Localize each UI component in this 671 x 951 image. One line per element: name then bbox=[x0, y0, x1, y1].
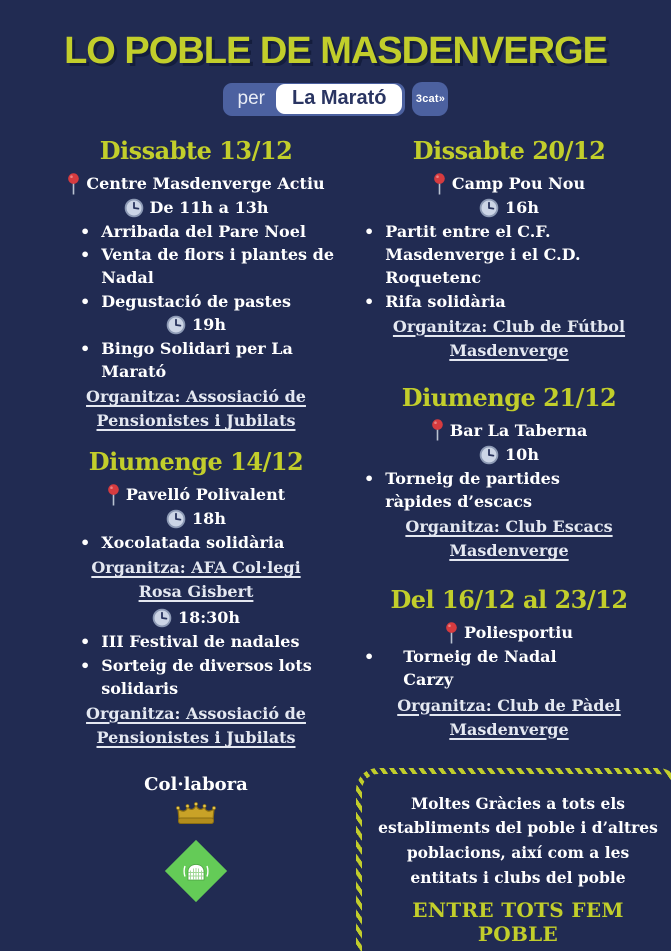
event-item-text: Rifa solidària bbox=[385, 291, 506, 311]
map-pin-icon bbox=[433, 173, 446, 196]
event-item-text: Degustació de pastes bbox=[101, 291, 292, 311]
location-text: Bar La Taberna bbox=[449, 420, 588, 440]
event-time bbox=[356, 196, 662, 220]
bullet-dot: • bbox=[80, 533, 91, 553]
event-item bbox=[58, 243, 334, 289]
section-title: Dissabte 20/12 bbox=[412, 136, 606, 165]
section-title: Diumenge 21/12 bbox=[401, 382, 617, 412]
organizer-row bbox=[58, 556, 334, 604]
bullet-dot: • bbox=[80, 632, 91, 652]
right-column bbox=[356, 136, 662, 951]
location-text: Pavelló Polivalent bbox=[125, 485, 286, 505]
page-title: LO POBLE DE MASDENVERGE bbox=[64, 30, 607, 72]
clock-icon bbox=[166, 315, 186, 335]
organizer-link: Organitza: Club de Fútbol Masdenverge bbox=[392, 316, 626, 360]
clock-icon bbox=[479, 198, 499, 218]
event-item-text: Arribada del Pare Noel bbox=[101, 222, 306, 241]
event-time bbox=[58, 507, 334, 531]
crown-icon bbox=[174, 799, 218, 825]
event-item-text: Xocolatada solidària bbox=[101, 533, 285, 553]
map-pin-icon bbox=[431, 419, 444, 442]
event-time bbox=[58, 606, 334, 630]
event-item bbox=[356, 220, 662, 290]
organizer-row bbox=[58, 702, 334, 750]
organizer-link: Organitza: Assosiació de Pensionistes i Jubilats bbox=[86, 387, 306, 431]
event-location bbox=[356, 172, 662, 196]
farmhouse-icon bbox=[181, 860, 211, 882]
time-text: De 11h a 13h bbox=[149, 198, 269, 217]
left-column bbox=[58, 136, 334, 951]
bullet-dot: • bbox=[80, 291, 91, 311]
event-item-text: Venta de flors i plantes de Nadal bbox=[101, 245, 334, 288]
time-text: 19h bbox=[192, 314, 226, 334]
organizer-row bbox=[356, 315, 662, 363]
time-text: 18:30h bbox=[177, 608, 241, 628]
location-text: Poliesportiu bbox=[463, 623, 573, 643]
per-label: per bbox=[237, 88, 265, 109]
bullet-dot: • bbox=[364, 222, 375, 241]
thanks-slogan: ENTRE TOTS FEM POBLE bbox=[412, 897, 624, 946]
event-item bbox=[58, 337, 334, 383]
collabora-block bbox=[58, 774, 334, 903]
map-pin-icon bbox=[445, 622, 458, 645]
event-item bbox=[58, 630, 334, 653]
clock-icon bbox=[479, 445, 499, 465]
per-la-marato-badge bbox=[223, 83, 406, 116]
event-item bbox=[356, 645, 662, 691]
event-location bbox=[356, 621, 662, 645]
bullet-dot: • bbox=[80, 245, 91, 265]
clock-icon bbox=[166, 509, 186, 529]
bullet-dot: • bbox=[80, 655, 91, 675]
event-columns bbox=[0, 116, 671, 951]
thanks-box bbox=[356, 768, 671, 951]
la-marato-badge bbox=[0, 82, 671, 116]
section-title: Diumenge 14/12 bbox=[88, 447, 304, 477]
event-time bbox=[356, 443, 662, 467]
masdenverge-emblem bbox=[164, 839, 228, 903]
event-item bbox=[58, 654, 334, 700]
event-item-text: III Festival de nadales bbox=[101, 632, 300, 652]
event-section bbox=[58, 136, 334, 433]
thanks-message: Moltes Gràcies a tots els establiments del poble i d’altres poblacions, així com a les entitats i clubs del poble bbox=[378, 793, 658, 887]
event-location bbox=[58, 172, 334, 196]
organizer-row bbox=[58, 385, 334, 433]
bullet-dot: • bbox=[80, 338, 91, 358]
la-marato-label: La Marató bbox=[276, 84, 402, 114]
event-item bbox=[356, 290, 662, 313]
tv3cat-logo: 3cat» bbox=[412, 82, 448, 116]
section-title: Del 16/12 al 23/12 bbox=[390, 585, 628, 615]
event-item bbox=[356, 467, 662, 513]
location-text: Camp Pou Nou bbox=[451, 174, 586, 193]
map-pin-icon bbox=[107, 484, 120, 507]
event-location bbox=[356, 419, 662, 443]
event-item-text: Torneig de Nadal Carzy bbox=[403, 647, 557, 690]
event-item-text: Torneig de partides ràpides d’escacs bbox=[385, 468, 560, 511]
event-item bbox=[58, 220, 334, 243]
event-time bbox=[58, 313, 334, 337]
event-section bbox=[356, 585, 662, 741]
event-item-text: Partit entre el C.F. Masdenverge i el C.D. Roquetenc bbox=[385, 222, 581, 288]
event-location bbox=[58, 483, 334, 507]
event-section bbox=[356, 136, 662, 363]
bullet-dot: • bbox=[364, 468, 375, 488]
time-text: 16h bbox=[505, 198, 539, 217]
organizer-link: Organitza: Club de Pàdel Masdenverge bbox=[397, 695, 621, 739]
organizer-link: Organitza: Club Escacs Masdenverge bbox=[405, 517, 613, 561]
time-text: 18h bbox=[192, 509, 226, 529]
event-item-text: Sorteig de diversos lots solidaris bbox=[101, 655, 312, 698]
bullet-dot: • bbox=[364, 291, 375, 311]
event-item bbox=[58, 290, 334, 313]
organizer-link: Organitza: Assosiació de Pensionistes i Jubilats bbox=[86, 703, 306, 747]
event-item bbox=[58, 531, 334, 554]
organizer-link: Organitza: AFA Col·legi Rosa Gisbert bbox=[91, 558, 301, 602]
event-item-text: Bingo Solidari per La Marató bbox=[101, 338, 293, 381]
bullet-dot: • bbox=[364, 647, 375, 667]
organizer-row bbox=[356, 515, 662, 563]
section-title: Dissabte 13/12 bbox=[99, 136, 293, 165]
organizer-row bbox=[356, 694, 662, 742]
location-text: Centre Masdenverge Actiu bbox=[86, 174, 325, 193]
clock-icon bbox=[124, 198, 144, 218]
bullet-dot: • bbox=[80, 222, 91, 241]
event-section bbox=[356, 383, 662, 563]
event-time bbox=[58, 196, 334, 220]
time-text: 10h bbox=[505, 444, 539, 464]
map-pin-icon bbox=[67, 173, 80, 196]
collabora-label: Col·labora bbox=[144, 773, 248, 795]
event-section bbox=[58, 447, 334, 750]
clock-icon bbox=[152, 608, 172, 628]
